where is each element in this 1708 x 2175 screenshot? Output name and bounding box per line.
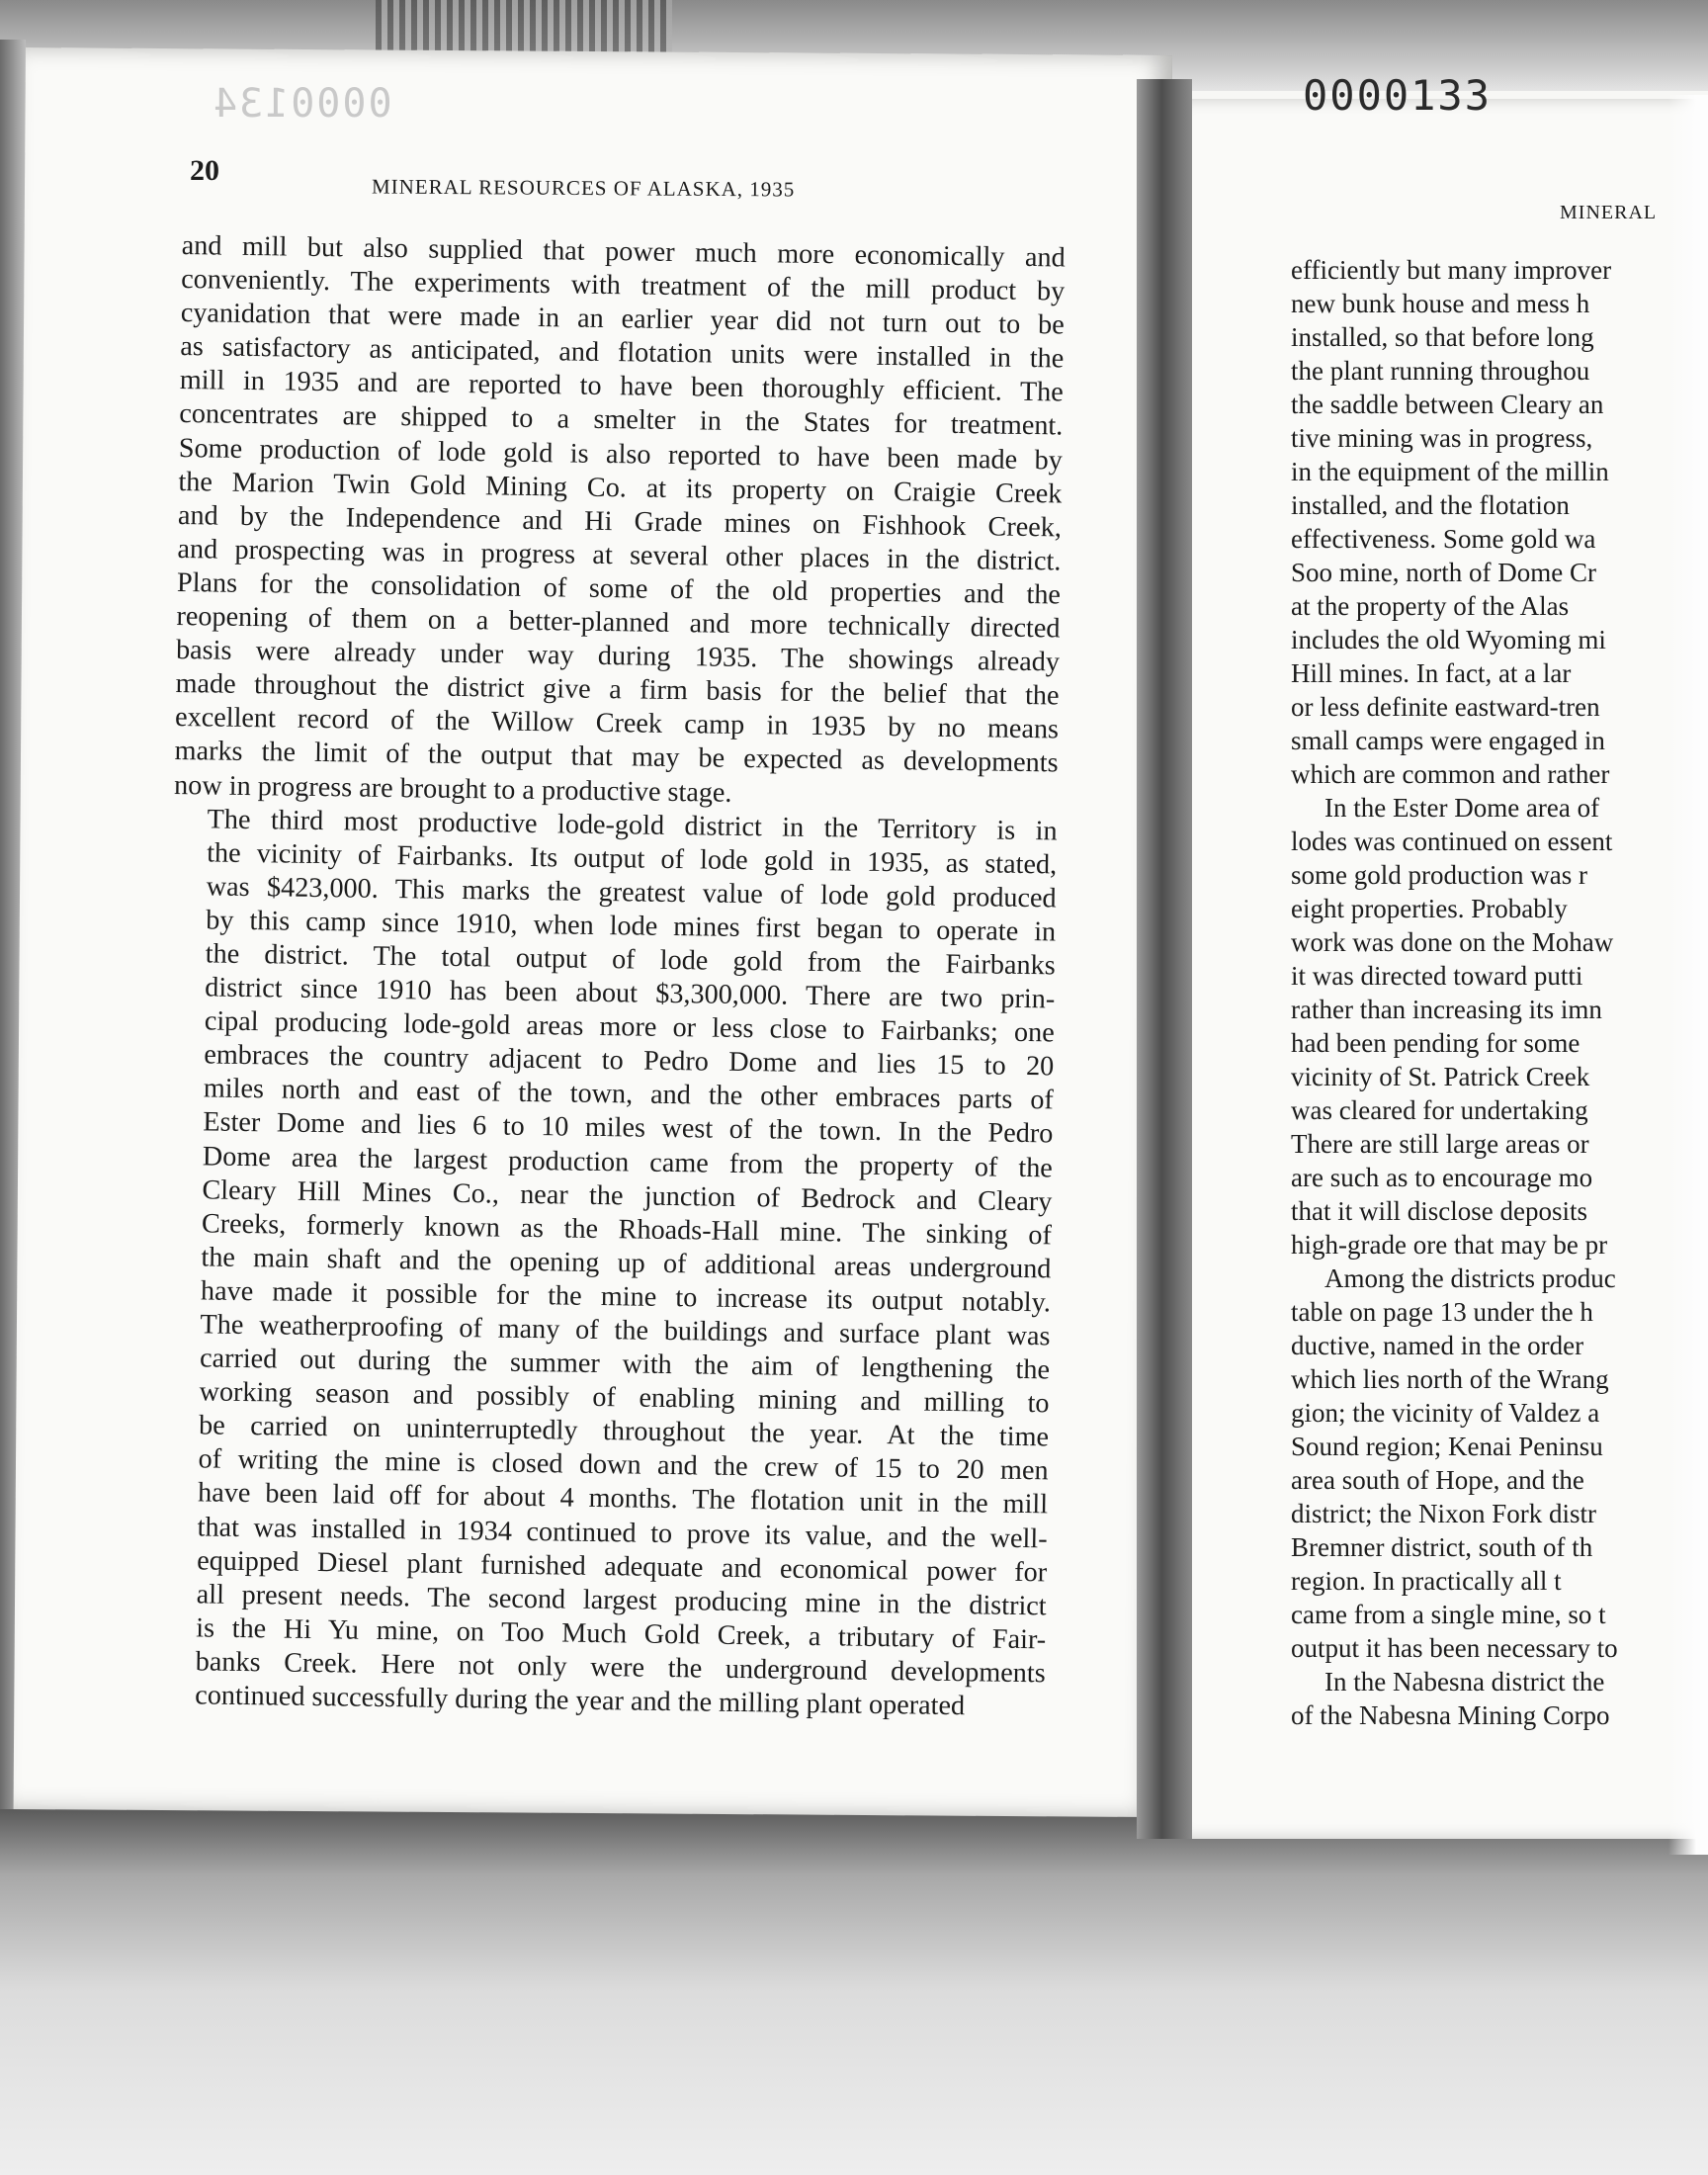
text-line: by this camp since 1910, when lode mines first began to operate in bbox=[206, 905, 1057, 948]
text-line: the district. The total output of lode gold from the Fairbanks bbox=[205, 938, 1056, 982]
text-line: marks the limit of the output that may be expected as developments bbox=[174, 736, 1059, 779]
text-line: which are common and rather bbox=[1291, 759, 1610, 789]
text-line: and prospecting was in progress at several other places in the district. bbox=[177, 533, 1062, 577]
text-line: vicinity of St. Patrick Creek bbox=[1291, 1062, 1590, 1091]
running-head-right: MINERAL bbox=[1560, 202, 1658, 223]
text-line: Hill mines. In fact, at a lar bbox=[1291, 658, 1572, 688]
text-line: tive mining was in progress, bbox=[1291, 423, 1593, 453]
text-line: The weatherproofing of many of the buildings and surface plant was bbox=[200, 1309, 1051, 1352]
text-line: In the Ester Dome area of bbox=[1324, 793, 1600, 823]
text-line: that was installed in 1934 continued to prove its value, and the well- bbox=[197, 1511, 1048, 1554]
paragraph-2 bbox=[161, 803, 1058, 1725]
text-line: the saddle between Cleary an bbox=[1291, 390, 1604, 419]
text-line: now in progress are brought to a productive stage. bbox=[173, 769, 732, 809]
text-line: There are still large areas or bbox=[1291, 1129, 1589, 1159]
text-line: district; the Nixon Fork distr bbox=[1291, 1499, 1596, 1528]
running-head: MINERAL RESOURCES OF ALASKA, 1935 bbox=[371, 174, 796, 202]
text-line: Sound region; Kenai Peninsu bbox=[1291, 1432, 1603, 1461]
text-line: the main shaft and the opening up of additional areas underground bbox=[201, 1242, 1052, 1285]
text-line: Dome area the largest production came from the property of the bbox=[202, 1140, 1054, 1183]
text-line: effectiveness. Some gold wa bbox=[1291, 524, 1596, 554]
text-line: eight properties. Probably bbox=[1291, 894, 1568, 923]
text-line: ductive, named in the order bbox=[1291, 1331, 1584, 1360]
right-paragraph-3 bbox=[1291, 1262, 1690, 1665]
text-line: came from a single mine, so t bbox=[1291, 1600, 1606, 1629]
text-line: all present needs. The second largest producing mine in the district bbox=[196, 1579, 1047, 1622]
text-line: efficiently but many improver bbox=[1291, 255, 1612, 285]
text-line: Bremner district, south of th bbox=[1291, 1532, 1593, 1562]
text-line: installed, so that before long bbox=[1291, 322, 1594, 352]
text-line: conveniently. The experiments with treatment of the mill product by bbox=[181, 264, 1066, 307]
text-line: that it will disclose deposits bbox=[1291, 1196, 1587, 1226]
text-line: working season and possibly of enabling mining and milling to bbox=[199, 1376, 1050, 1420]
text-line: Creeks, formerly known as the Rhoads-Hall mine. The sinking of bbox=[201, 1208, 1053, 1252]
text-line: had been pending for some bbox=[1291, 1028, 1580, 1058]
text-line: in the equipment of the millin bbox=[1291, 457, 1609, 486]
text-line: gion; the vicinity of Valdez a bbox=[1291, 1398, 1600, 1428]
text-line: small camps were engaged in bbox=[1291, 726, 1605, 755]
text-line: and by the Independence and Hi Grade mines on Fishhook Creek, bbox=[177, 499, 1063, 544]
text-line: new bunk house and mess h bbox=[1291, 289, 1590, 318]
text-line: table on page 13 under the h bbox=[1291, 1297, 1593, 1327]
text-line: which lies north of the Wrang bbox=[1291, 1364, 1609, 1394]
text-line: basis were already under way during 1935. The showings already bbox=[175, 635, 1061, 678]
text-line: concentrates are shipped to a smelter in the States for treatment. bbox=[179, 398, 1064, 442]
text-line: work was done on the Mohaw bbox=[1291, 927, 1614, 957]
left-text-column bbox=[161, 229, 1066, 1724]
right-text-column bbox=[1291, 253, 1690, 1756]
text-line: miles north and east of the town, and the other embraces parts of bbox=[203, 1073, 1054, 1116]
text-line: Ester Dome and lies 6 to 10 miles west of the town. In the Pedro bbox=[203, 1106, 1054, 1150]
text-line: at the property of the Alas bbox=[1291, 591, 1570, 621]
text-line: region. In practically all t bbox=[1291, 1566, 1562, 1596]
text-line: Among the districts produc bbox=[1324, 1263, 1616, 1293]
right-paragraph-1 bbox=[1291, 253, 1690, 791]
text-line: cyanidation that were made in an earlier year did not turn out to be bbox=[180, 298, 1065, 341]
text-line: district since 1910 has been about $3,300,000. There are two prin- bbox=[205, 972, 1056, 1015]
text-line: is the Hi Yu mine, on Too Much Gold Creek, a tributary of Fair- bbox=[196, 1612, 1047, 1656]
bates-stamp: 0000133 bbox=[1303, 71, 1493, 120]
text-line: lodes was continued on essent bbox=[1291, 826, 1613, 856]
text-line: embraces the country adjacent to Pedro Dome and lies 15 to 20 bbox=[204, 1039, 1055, 1083]
text-line: mill in 1935 and are reported to have been thoroughly efficient. The bbox=[179, 365, 1064, 408]
text-line: made throughout the district give a firm basis for the belief that the bbox=[175, 668, 1060, 712]
page-number: 20 bbox=[190, 154, 219, 187]
text-line: some gold production was r bbox=[1291, 860, 1587, 890]
text-line: reopening of them on a better-planned and more technically directed bbox=[176, 600, 1061, 645]
text-line: Some production of lode gold is also reported to have been made by bbox=[178, 432, 1064, 477]
text-line: installed, and the flotation bbox=[1291, 490, 1570, 520]
paragraph-1 bbox=[174, 229, 1066, 815]
text-line: rather than increasing its imn bbox=[1291, 995, 1602, 1024]
faint-bates-stamp: 0000134 bbox=[212, 81, 392, 127]
page-crop-edge bbox=[1668, 95, 1708, 1855]
text-line: be carried on uninterruptedly throughout the year. At the time bbox=[198, 1410, 1050, 1453]
text-line: area south of Hope, and the bbox=[1291, 1465, 1584, 1495]
text-line: have been laid off for about 4 months. The flotation unit in the mill bbox=[197, 1477, 1049, 1521]
text-line: equipped Diesel plant furnished adequate and economical power for bbox=[196, 1545, 1048, 1589]
text-line: the Marion Twin Gold Mining Co. at its property on Craigie Creek bbox=[178, 466, 1063, 510]
text-line: continued successfully during the year and the milling plant operated bbox=[195, 1680, 966, 1722]
text-line: cipal producing lode-gold areas more or less close to Fairbanks; one bbox=[204, 1005, 1055, 1049]
text-line: Plans for the consolidation of some of the old properties and the bbox=[176, 566, 1062, 611]
text-line: output it has been necessary to bbox=[1291, 1633, 1618, 1663]
text-line: excellent record of the Willow Creek camp in 1935 by no means bbox=[174, 702, 1060, 745]
text-line: the vicinity of Fairbanks. Its output of lode gold in 1935, as stated, bbox=[206, 837, 1058, 881]
text-line: includes the old Wyoming mi bbox=[1291, 625, 1606, 654]
text-line: are such as to encourage mo bbox=[1291, 1163, 1593, 1192]
text-line: was $423,000. This marks the greatest value of lode gold produced bbox=[206, 871, 1057, 914]
text-line: have made it possible for the mine to increase its output notably. bbox=[200, 1275, 1052, 1319]
text-line: of the Nabesna Mining Corpo bbox=[1291, 1700, 1610, 1730]
text-line: of writing the mine is closed down and the crew of 15 to 20 men bbox=[198, 1443, 1049, 1487]
text-line: carried out during the summer with the aim of lengthening the bbox=[199, 1343, 1051, 1386]
text-line: or less definite eastward-tren bbox=[1291, 692, 1600, 722]
text-line: was cleared for undertaking bbox=[1291, 1095, 1588, 1125]
book-gutter bbox=[1137, 79, 1192, 1839]
text-line: the plant running throughou bbox=[1291, 356, 1590, 386]
text-line: it was directed toward putti bbox=[1291, 961, 1583, 991]
right-paragraph-4 bbox=[1291, 1665, 1690, 1732]
text-line: The third most productive lode-gold district in the Territory is in bbox=[207, 804, 1058, 847]
right-paragraph-2 bbox=[1291, 791, 1690, 1262]
text-line: and mill but also supplied that power much more economically and bbox=[181, 229, 1066, 274]
text-line: Soo mine, north of Dome Cr bbox=[1291, 558, 1596, 587]
text-line: banks Creek. Here not only were the underground developments bbox=[195, 1646, 1046, 1690]
text-line: high-grade ore that may be pr bbox=[1291, 1230, 1608, 1260]
scan-background-bottom bbox=[0, 1809, 1708, 2175]
text-line: In the Nabesna district the bbox=[1324, 1667, 1605, 1696]
text-line: Cleary Hill Mines Co., near the junction of Bedrock and Cleary bbox=[202, 1174, 1053, 1218]
text-line: as satisfactory as anticipated, and flotation units were installed in the bbox=[180, 331, 1065, 375]
